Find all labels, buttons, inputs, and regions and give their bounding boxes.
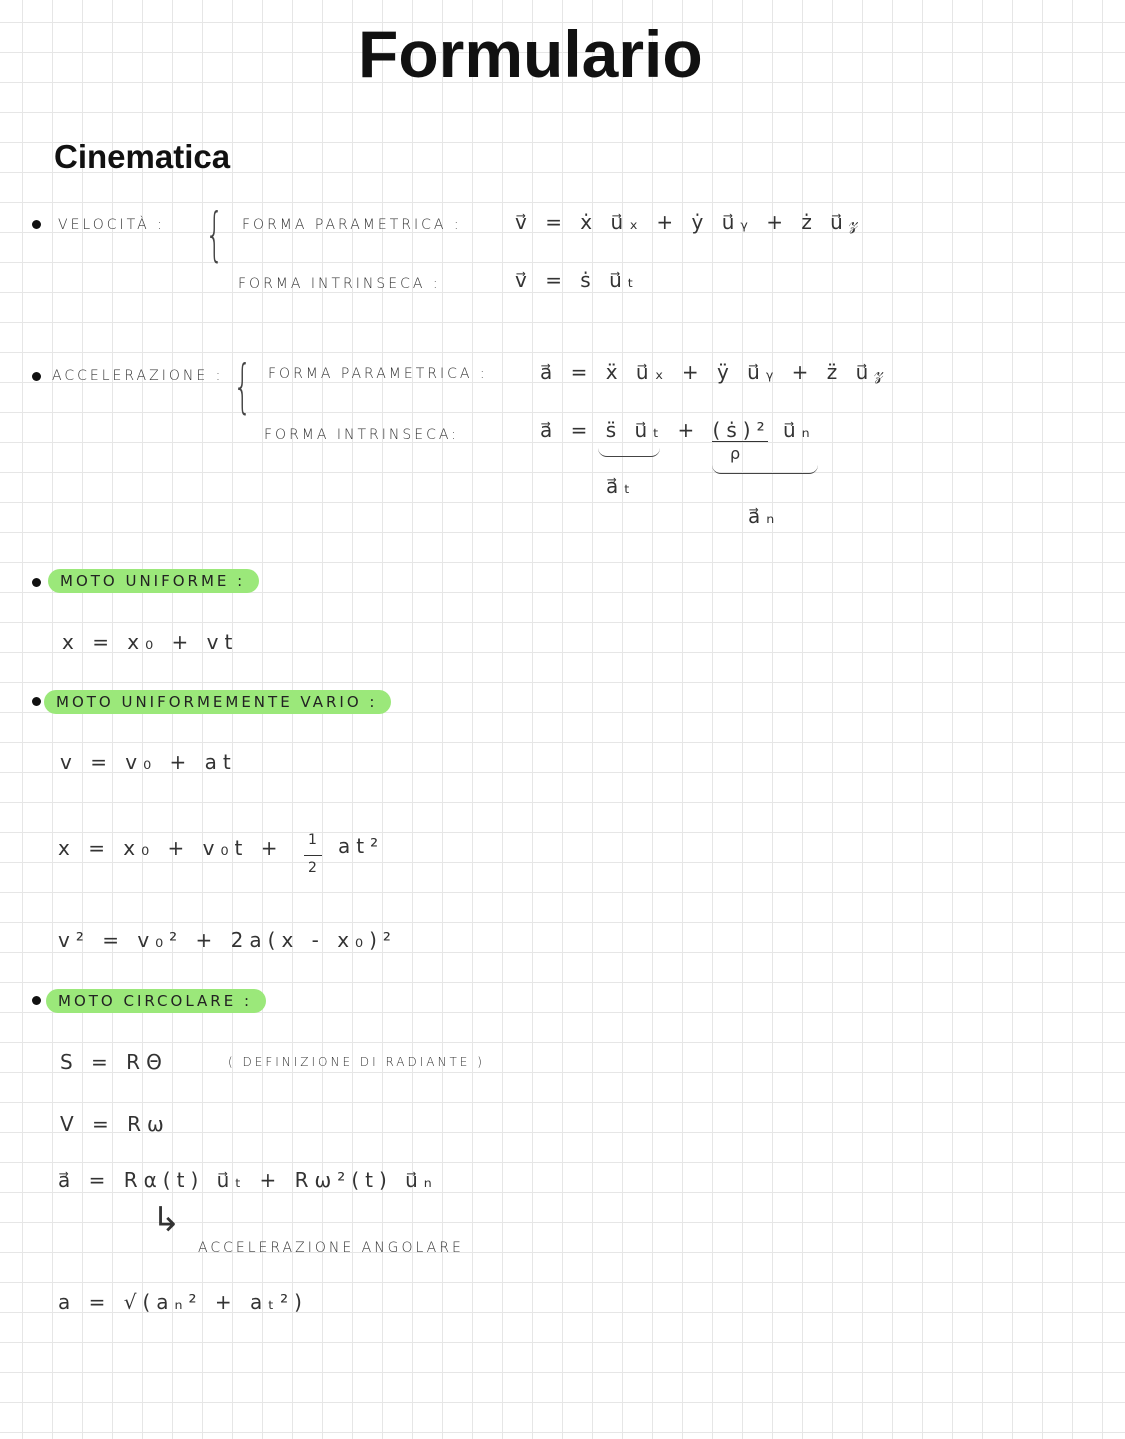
moto-vario-heading: MOTO UNIFORMEMENTE VARIO :: [44, 690, 391, 714]
moto-circolare-heading: MOTO CIRCOLARE :: [46, 989, 266, 1013]
formula: at²: [338, 834, 385, 858]
page-title: Formulario: [358, 17, 703, 91]
fraction-line: [712, 441, 768, 442]
velocita-label: VELOCITÀ :: [58, 217, 165, 233]
velocita-intr-label: FORMA INTRINSECA :: [238, 276, 441, 292]
formula: x = x₀ + v₀t +: [58, 836, 284, 860]
note: ACCELERAZIONE ANGOLARE: [198, 1240, 464, 1256]
at-label: a⃗ₜ: [606, 474, 637, 498]
fraction-line: [304, 855, 322, 856]
brace-icon: {: [233, 352, 252, 420]
formula: x = x₀ + vt: [62, 630, 239, 654]
bullet-icon: [32, 372, 41, 381]
underbrace: [598, 448, 660, 457]
velocita-intr-formula: v⃗ = ṡ u⃗ₜ: [515, 268, 640, 292]
velocita-param-label: FORMA PARAMETRICA :: [242, 217, 462, 233]
formula: v² = v₀² + 2a(x - x₀)²: [58, 928, 397, 952]
bullet-icon: [32, 578, 41, 587]
bullet-icon: [32, 996, 41, 1005]
acc-param-formula: a⃗ = ẍ u⃗ₓ + ÿ u⃗ᵧ + z̈ u⃗𝓏: [540, 360, 890, 384]
brace-icon: {: [205, 200, 224, 268]
formula: S = RΘ: [60, 1050, 168, 1074]
an-label: a⃗ₙ: [748, 504, 781, 528]
acc-param-label: FORMA PARAMETRICA :: [268, 366, 488, 382]
rho: ρ: [730, 444, 747, 463]
moto-uniforme-heading: MOTO UNIFORME :: [48, 569, 259, 593]
formula: a = √(aₙ² + aₜ²): [58, 1290, 308, 1314]
formula: v = v₀ + at: [60, 750, 237, 774]
velocita-param-formula: v⃗ = ẋ u⃗ₓ + ẏ u⃗ᵧ + ż u⃗𝓏: [515, 210, 865, 234]
formula: a⃗ = Rα(t) u⃗ₜ + Rω²(t) u⃗ₙ: [58, 1168, 438, 1192]
accelerazione-label: ACCELERAZIONE :: [52, 368, 224, 384]
bullet-icon: [32, 697, 41, 706]
note: ( DEFINIZIONE DI RADIANTE ): [228, 1055, 485, 1069]
acc-intr-label: FORMA INTRINSECA:: [264, 427, 459, 443]
bullet-icon: [32, 220, 41, 229]
acc-intr-formula: a⃗ = s̈ u⃗ₜ + (ṡ)² u⃗ₙ: [540, 418, 816, 442]
frac-num: 1: [308, 832, 323, 848]
formula: V = Rω: [60, 1112, 170, 1136]
underbrace: [712, 465, 818, 474]
frac-den: 2: [308, 860, 323, 876]
arrow-icon: ↳: [152, 1200, 187, 1240]
section-title: Cinematica: [54, 138, 231, 175]
